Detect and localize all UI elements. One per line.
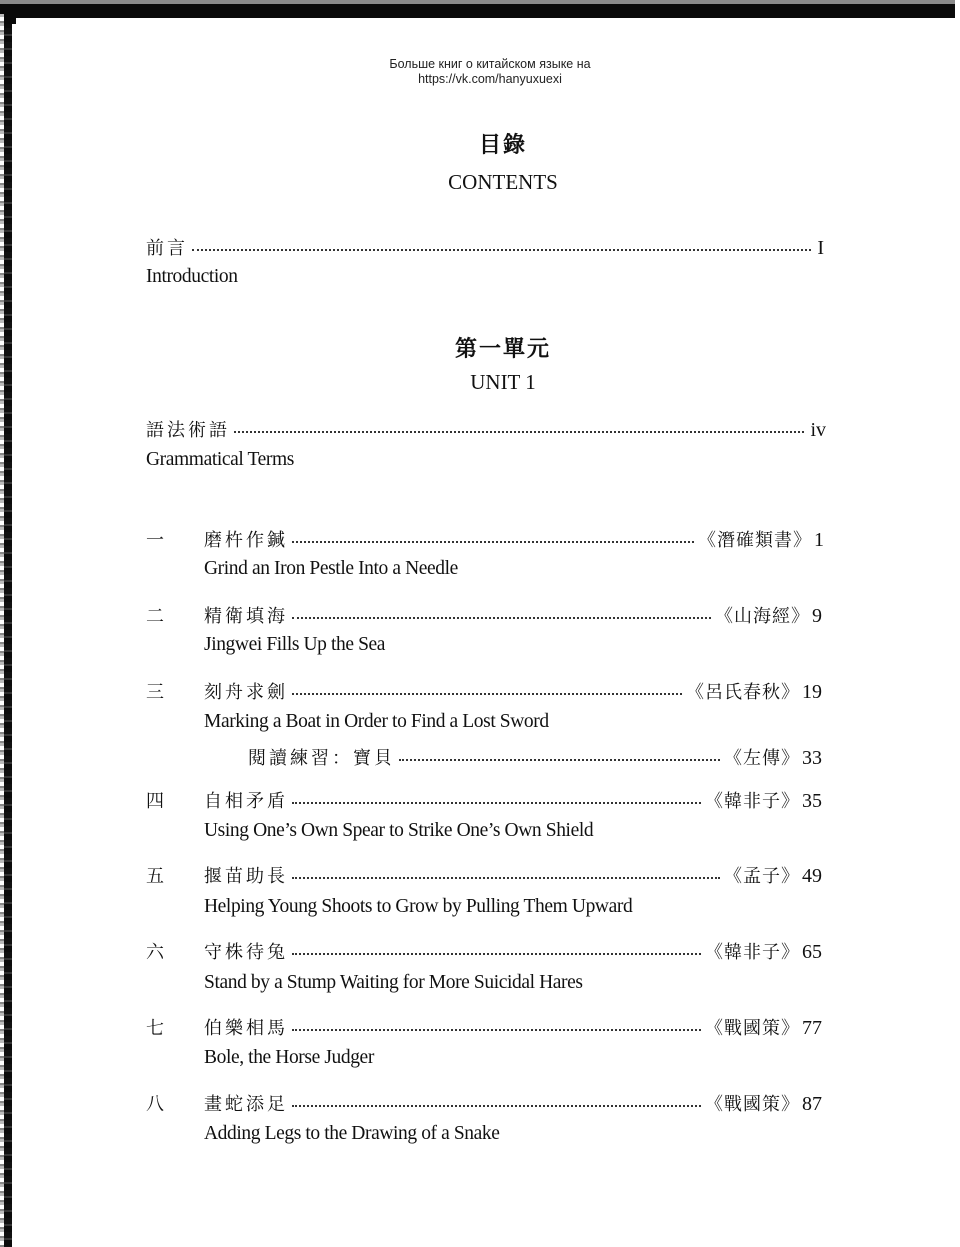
toc-entry-lesson-8[interactable] <box>146 1090 822 1116</box>
lesson-source: 《山海經》 <box>715 606 810 627</box>
lesson-title-cjk: 自相矛盾 <box>204 791 288 812</box>
toc-entry-lesson-7[interactable] <box>146 1014 822 1040</box>
lesson-source: 《戰國策》 <box>705 1018 800 1039</box>
lesson-title-en: Bole, the Horse Judger <box>204 1047 374 1068</box>
dot-leader <box>192 249 811 251</box>
toc-entry-introduction[interactable] <box>146 234 824 260</box>
lesson-number: 六 <box>146 942 164 963</box>
page-number: 77 <box>802 1017 822 1039</box>
lesson-title-cjk: 守株待兔 <box>204 942 288 963</box>
lesson-title-en: Adding Legs to the Drawing of a Snake <box>204 1123 500 1144</box>
lesson-title-en: Using One’s Own Spear to Strike One’s Own Shield <box>204 820 594 841</box>
scan-edge-left <box>4 14 12 1247</box>
page-number: iv <box>810 419 826 441</box>
dot-leader <box>292 1029 701 1031</box>
toc-entry-lesson-4[interactable] <box>146 787 822 813</box>
dot-leader <box>292 953 701 955</box>
dot-leader <box>292 693 682 695</box>
dot-leader <box>292 541 694 543</box>
lesson-source: 《孟子》 <box>724 866 800 887</box>
toc-entry-lesson-6[interactable] <box>146 938 822 964</box>
lesson-number: 八 <box>146 1094 164 1115</box>
contents-title: CONTENTS <box>448 170 558 194</box>
unit-title-cjk: 第一單元 <box>454 336 551 362</box>
page-number: 9 <box>812 605 822 627</box>
lesson-title-cjk: 刻舟求劍 <box>204 682 288 703</box>
lesson-number: 五 <box>146 866 164 887</box>
lesson-title-cjk: 伯樂相馬 <box>204 1018 288 1039</box>
toc-entry-lesson-1[interactable] <box>146 526 824 552</box>
scan-edge-top <box>0 4 955 18</box>
lesson-number: 七 <box>146 1018 164 1039</box>
toc-entry-grammatical-terms[interactable] <box>146 416 826 442</box>
watermark-link[interactable]: https://vk.com/hanyuxuexi <box>418 72 562 86</box>
entry-title-en: Grammatical Terms <box>146 449 294 470</box>
lesson-source: 《呂氏春秋》 <box>686 682 800 703</box>
dot-leader <box>292 802 701 804</box>
reading-source: 《左傳》 <box>724 748 800 769</box>
lesson-source: 《戰國策》 <box>705 1094 800 1115</box>
lesson-title-cjk: 精衛填海 <box>204 606 288 627</box>
dot-leader <box>234 431 804 433</box>
page-number: 35 <box>802 790 822 812</box>
page-number: I <box>817 237 824 259</box>
lesson-title-cjk: 揠苗助長 <box>204 866 288 887</box>
dot-leader <box>399 759 720 761</box>
lesson-number: 三 <box>146 682 164 703</box>
toc-entry-lesson-3[interactable] <box>146 678 822 704</box>
dot-leader <box>292 877 720 879</box>
unit-title: UNIT 1 <box>470 370 536 394</box>
watermark-line-1: Больше книг о китайском языке на <box>389 57 591 71</box>
scan-corner <box>4 14 16 24</box>
toc-entry-lesson-5[interactable] <box>146 862 822 888</box>
toc-entry-reading-practice[interactable] <box>248 744 822 770</box>
lesson-title-en: Grind an Iron Pestle Into a Needle <box>204 558 458 579</box>
dot-leader <box>292 617 711 619</box>
toc-entry-lesson-2[interactable] <box>146 602 822 628</box>
lesson-title-en: Marking a Boat in Order to Find a Lost Sword <box>204 711 549 732</box>
lesson-title-en: Jingwei Fills Up the Sea <box>204 634 386 655</box>
watermark <box>0 57 960 87</box>
page-number: 87 <box>802 1093 822 1115</box>
lesson-source: 《潛確類書》 <box>698 530 812 551</box>
lesson-title-cjk: 畫蛇添足 <box>204 1094 288 1115</box>
lesson-title-en: Helping Young Shoots to Grow by Pulling Them Upward <box>204 896 633 917</box>
lesson-number: 四 <box>146 791 164 812</box>
lesson-number: 一 <box>146 530 164 551</box>
page-number: 65 <box>802 941 822 963</box>
contents-title-cjk: 目錄 <box>478 132 527 158</box>
page-number: 33 <box>802 747 822 769</box>
lesson-title-en: Stand by a Stump Waiting for More Suicidal Hares <box>204 972 583 993</box>
lesson-source: 《韓非子》 <box>705 791 800 812</box>
page-number: 49 <box>802 865 822 887</box>
page-number: 1 <box>814 529 824 551</box>
lesson-source: 《韓非子》 <box>705 942 800 963</box>
page-number: 19 <box>802 681 822 703</box>
dot-leader <box>292 1105 701 1107</box>
lesson-title-cjk: 磨杵作鍼 <box>204 530 288 551</box>
entry-title-en: Introduction <box>146 266 238 287</box>
entry-title-cjk: 前言 <box>146 238 188 259</box>
lesson-number: 二 <box>146 606 164 627</box>
entry-title-cjk: 語法術語 <box>146 420 230 441</box>
reading-title-cjk: 閱讀練習：寶貝 <box>248 748 395 769</box>
